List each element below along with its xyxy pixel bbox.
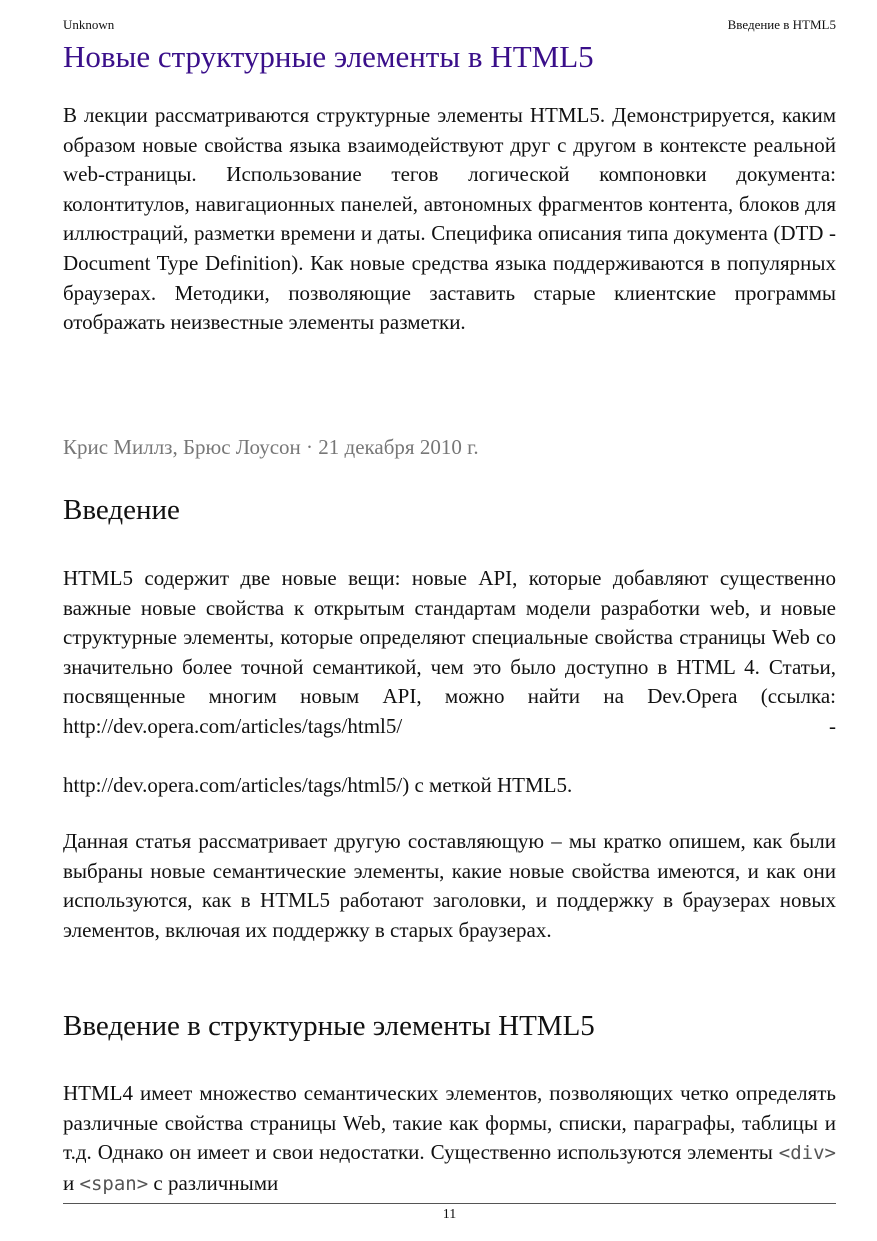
structural-paragraph-text: HTML4 имеет множество семантических элементов, позволяющих четко определять различные свойства страницы Web, такие как формы, списки, параграфы, таблицы и т.д. Однако он имеет и свои недостатки. Существенно используются элементы xyxy=(63,1081,836,1165)
intro-paragraph-2: Данная статья рассматривает другую составляющую – мы кратко опишем, как были выбраны новые семантические элементы, какие новые свойства имеются, и как они используются, как в HTML5 работают заголовки, и поддержку в браузерах новых элементов, включая их поддержку в старых браузерах. xyxy=(63,829,836,942)
running-header xyxy=(63,17,836,35)
section-heading-introduction: Введение xyxy=(63,494,180,526)
section-heading-structural-elements: Введение в структурные элементы HTML5 xyxy=(63,1010,595,1042)
byline: Крис Миллз, Брюс Лоусон · 21 декабря 2010 г. xyxy=(63,435,479,459)
structural-paragraph-1 xyxy=(63,1079,836,1199)
page-number: 11 xyxy=(442,1207,457,1222)
document-page xyxy=(63,0,836,1241)
intro-paragraph-1: HTML5 содержит две новые вещи: новые API, которые добавляют существенно важные новые свойства к открытым стандартам модели разработки web, и новые структурные элементы, которые определяют специальные свойства страницы Web со значительно более точной семантикой, чем это было доступно в HTML 4. Статьи, посвященные многим новым API, можно найти на Dev.Opera (ссылка: http://dev.opera.com/articles/tags/html5/ - xyxy=(63,566,836,738)
structural-paragraph-tail: с различными xyxy=(153,1170,279,1195)
code-span: <span> xyxy=(79,1172,149,1195)
intro-paragraph-1-continued: http://dev.opera.com/articles/tags/html5/) с меткой HTML5. xyxy=(63,773,573,797)
code-div: <div> xyxy=(778,1142,836,1165)
footer-divider xyxy=(63,1203,836,1204)
header-left-text: Unknown xyxy=(63,17,115,32)
connector-text: и xyxy=(63,1170,75,1195)
abstract-paragraph: В лекции рассматриваются структурные элементы HTML5. Демонстрируется, каким образом новые свойства языка взаимодействуют друг с другом в контексте реальной web-страницы. Использование тегов логической компоновки документа: колонтитулов, навигационных панелей, автономных фрагментов контента, блоков для иллюстраций, разметки времени и даты. Специфика описания типа документа (DTD - Document Type Definition). Как новые средства языка поддерживаются в популярных браузерах. Методики, позволяющие заставить старые клиентские программы отображать неизвестные элементы разметки. xyxy=(63,103,836,335)
page-title: Новые структурные элементы в HTML5 xyxy=(63,39,594,74)
header-right-text: Введение в HTML5 xyxy=(727,17,836,32)
